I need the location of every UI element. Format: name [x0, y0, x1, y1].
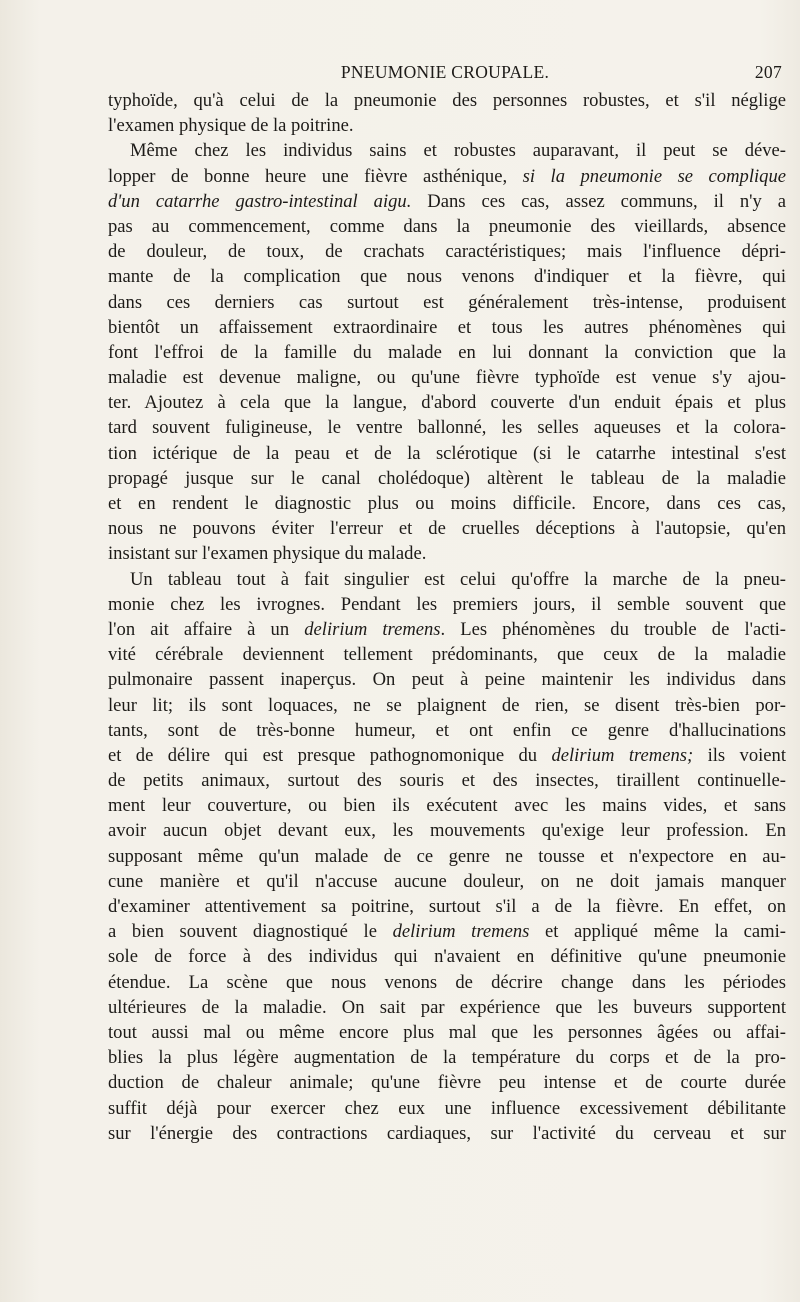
- text-span: de petits animaux, surtout des souris et des insectes, tiraillent continuelle-: [108, 770, 786, 792]
- text-span: maladie est devenue maligne, ou qu'une fièvre typhoïde est venue s'y ajou-: [108, 367, 786, 389]
- text-span: tants, sont de très-bonne humeur, et ont enfin ce genre d'hallucinations: [108, 719, 786, 741]
- text-span: bientôt un affaissement extraordinaire et tous les autres phénomènes qui: [108, 316, 786, 338]
- text-span: dans ces derniers cas surtout est généralement très-intense, produisent: [108, 291, 786, 313]
- text-span: . Les phénomènes du trouble de l'acti-: [440, 618, 786, 640]
- text-line: [108, 189, 786, 214]
- text-line: [108, 466, 786, 491]
- text-span: Même chez les individus sains et robustes auparavant, il peut se déve-: [130, 140, 786, 162]
- text-span: a bien souvent diagnostiqué le: [108, 921, 393, 943]
- text-span: Dans ces cas, assez communs, il n'y a: [411, 190, 786, 212]
- text-span: et en rendent le diagnostic plus ou moins difficile. Encore, dans ces cas,: [108, 493, 786, 514]
- text-span: pulmonaire passent inaperçus. On peut à peine maintenir les individus dans: [108, 669, 786, 691]
- text-line: [108, 793, 786, 818]
- text-line: [108, 290, 786, 315]
- text-line: [108, 869, 786, 894]
- text-line: [108, 1020, 786, 1045]
- text-span: et appliqué même la cami-: [529, 921, 786, 943]
- text-span: insistant sur l'examen physique du malade.: [108, 543, 427, 565]
- text-line: [108, 113, 786, 138]
- text-line: [108, 995, 786, 1020]
- text-line: [108, 1121, 786, 1146]
- text-span: nous ne pouvons éviter l'erreur et de cruelles déceptions à l'autopsie, qu'en: [108, 518, 786, 540]
- text-line: [108, 667, 786, 692]
- text-line: [108, 970, 786, 995]
- text-line: [108, 264, 786, 289]
- text-span: et de délire qui est presque pathognomonique du: [108, 744, 552, 766]
- italic-span: delirium tremens;: [551, 744, 694, 766]
- text-line: [108, 390, 786, 415]
- text-line: [108, 944, 786, 969]
- text-span: ment leur couverture, ou bien ils exécutent avec les mains vides, et sans: [108, 795, 786, 817]
- text-span: monie chez les ivrognes. Pendant les premiers jours, il semble souvent que: [108, 593, 786, 615]
- text-line: [108, 768, 786, 793]
- text-line: [108, 541, 786, 566]
- text-span: typhoïde, qu'à celui de la pneumonie des personnes robustes, et s'il néglige: [108, 90, 786, 111]
- text-span: cune manière et qu'il n'accuse aucune douleur, on ne doit jamais manquer: [108, 870, 786, 892]
- text-line: [108, 365, 786, 390]
- text-span: leur lit; ils sont loquaces, ne se plaignent de rien, se disent très-bien por-: [108, 694, 786, 716]
- text-span: suffit déjà pour exercer chez eux une influence excessivement débilitante: [108, 1097, 786, 1119]
- text-line: [108, 743, 786, 768]
- text-line: [108, 567, 786, 592]
- text-span: duction de chaleur animale; qu'une fièvre peu intense et de courte durée: [108, 1072, 786, 1094]
- text-line: [108, 844, 786, 869]
- italic-span: delirium tremens: [304, 618, 441, 640]
- text-span: de douleur, de toux, de crachats caractéristiques; mais l'influence dépri-: [108, 241, 786, 263]
- text-span: l'examen physique de la poitrine.: [108, 115, 354, 137]
- text-span: blies la plus légère augmentation de la température du corps et de la pro-: [108, 1047, 786, 1069]
- text-span: avoir aucun objet devant eux, les mouvements qu'exige leur profession. En: [108, 820, 786, 842]
- italic-span: d'un catarrhe gastro-intestinal aigu.: [108, 190, 412, 212]
- text-span: étendue. La scène que nous venons de décrire change dans les périodes: [108, 971, 786, 993]
- text-line: [108, 340, 786, 365]
- text-line: [108, 88, 786, 113]
- text-span: sole de force à des individus qui n'avaient en définitive qu'une pneumonie: [108, 946, 786, 968]
- text-span: tard souvent fuligineuse, le ventre ballonné, les selles aqueuses et la colora-: [108, 417, 786, 439]
- text-line: [108, 516, 786, 541]
- text-line: [108, 214, 786, 239]
- text-span: Un tableau tout à fait singulier est celui qu'offre la marche de la pneu-: [130, 568, 786, 590]
- text-span: l'on ait affaire à un: [108, 618, 305, 640]
- text-span: ultérieures de la maladie. On sait par expérience que les buveurs supportent: [108, 996, 786, 1018]
- text-span: tion ictérique de la peau et de la sclérotique (si le catarrhe intestinal s'est: [108, 442, 786, 464]
- text-line: [108, 239, 786, 264]
- text-line: [108, 919, 786, 944]
- text-line: [108, 894, 786, 919]
- text-line: [108, 315, 786, 340]
- running-title: PNEUMONIE CROUPALE.: [340, 62, 550, 82]
- text-line: [108, 138, 786, 163]
- text-line: [108, 441, 786, 466]
- italic-span: delirium tremens: [392, 921, 530, 943]
- text-span: tout aussi mal ou même encore plus mal que les personnes âgées ou affai-: [108, 1021, 786, 1043]
- text-line: [108, 592, 786, 617]
- text-line: [108, 693, 786, 718]
- text-span: lopper de bonne heure une fièvre asthénique,: [108, 165, 523, 187]
- text-span: propagé jusque sur le canal cholédoque) altèrent le tableau de la maladie: [108, 467, 786, 489]
- text-span: ils voient: [693, 744, 787, 766]
- text-line: [108, 1045, 786, 1070]
- text-span: d'examiner attentivement sa poitrine, surtout s'il a de la fièvre. En effet, on: [108, 896, 786, 917]
- text-span: mante de la complication que nous venons d'indiquer et la fièvre, qui: [108, 266, 786, 288]
- text-line: [108, 818, 786, 843]
- text-line: [108, 491, 786, 516]
- text-span: pas au commencement, comme dans la pneumonie des vieillards, absence: [108, 215, 786, 237]
- text-line: [108, 415, 786, 440]
- text-span: ter. Ajoutez à cela que la langue, d'abord couverte d'un enduit épais et plus: [108, 392, 786, 414]
- text-span: sur l'énergie des contractions cardiaques, sur l'activité du cerveau et sur: [108, 1122, 786, 1144]
- text-line: [108, 718, 786, 743]
- page-number: 207: [754, 62, 782, 82]
- text-line: [108, 642, 786, 667]
- text-span: supposant même qu'un malade de ce genre ne tousse et n'expectore en au-: [108, 845, 786, 867]
- text-line: [108, 1070, 786, 1095]
- page-header: [108, 62, 782, 86]
- text-line: [108, 617, 786, 642]
- text-span: vité cérébrale deviennent tellement prédominants, que ceux de la maladie: [108, 644, 786, 666]
- text-line: [108, 164, 786, 189]
- italic-span: si la pneumonie se complique: [522, 165, 787, 187]
- text-span: font l'effroi de la famille du malade en lui donnant la conviction que la: [108, 341, 786, 363]
- text-line: [108, 1096, 786, 1121]
- body-text: [108, 88, 786, 1146]
